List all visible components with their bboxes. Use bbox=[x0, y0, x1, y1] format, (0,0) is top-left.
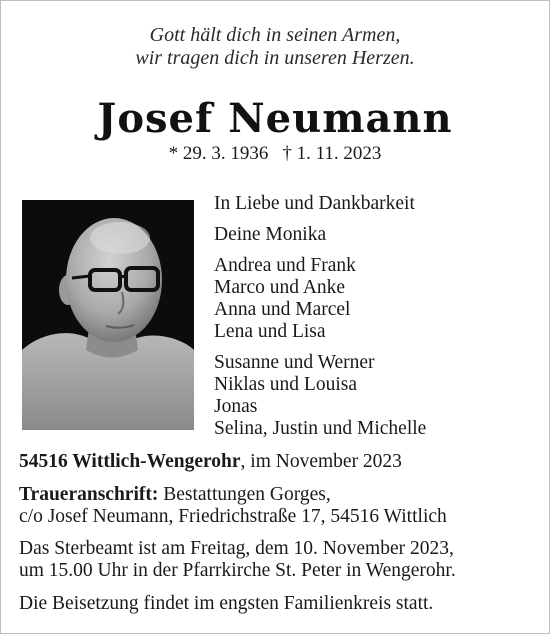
requiem-line-1: Das Sterbeamt ist am Freitag, dem 10. November 2023, bbox=[19, 538, 454, 559]
signatory-relative: Jonas bbox=[214, 396, 258, 417]
mourning-address-company: Bestattungen Gorges, bbox=[158, 484, 331, 505]
signatories bbox=[214, 193, 426, 440]
signatory-spouse: Deine Monika bbox=[214, 224, 327, 245]
death-date: † 1. 11. 2023 bbox=[282, 143, 382, 164]
quote-line-2: wir tragen dich in unseren Herzen. bbox=[135, 47, 415, 69]
mourning-address-line-2: c/o Josef Neumann, Friedrichstraße 17, 54516 Wittlich bbox=[19, 506, 447, 527]
signatory-relative: Niklas und Louisa bbox=[214, 374, 357, 395]
date: , im November 2023 bbox=[240, 451, 402, 472]
mourning-address-line-1 bbox=[19, 484, 531, 506]
place: 54516 Wittlich-Wengerohr bbox=[19, 451, 241, 472]
signatory-child: Marco und Anke bbox=[214, 277, 346, 298]
signatory-child: Anna und Marcel bbox=[214, 299, 351, 320]
signatory-relative: Selina, Justin und Michelle bbox=[214, 418, 427, 439]
signatory-child: Andrea und Frank bbox=[214, 255, 356, 276]
signatories-intro: In Liebe und Dankbarkeit bbox=[214, 193, 415, 214]
signatory-child: Lena und Lisa bbox=[214, 321, 326, 342]
requiem-line-2: um 15.00 Uhr in der Pfarrkirche St. Peter in Wengerohr. bbox=[19, 560, 456, 581]
place-date bbox=[19, 451, 531, 473]
quote-line-1: Gott hält dich in seinen Armen, bbox=[149, 24, 401, 46]
signatory-relative: Susanne und Werner bbox=[214, 352, 375, 373]
birth-date: * 29. 3. 1936 bbox=[168, 143, 269, 164]
mourning-address-label: Traueranschrift: bbox=[19, 484, 159, 505]
burial-notice: Die Beisetzung findet im engsten Familienkreis statt. bbox=[19, 593, 434, 614]
portrait-photo-graphic bbox=[22, 200, 194, 430]
portrait-photo bbox=[22, 200, 194, 430]
life-dates bbox=[0, 143, 550, 165]
deceased-name: Josef Neumann bbox=[97, 95, 453, 142]
